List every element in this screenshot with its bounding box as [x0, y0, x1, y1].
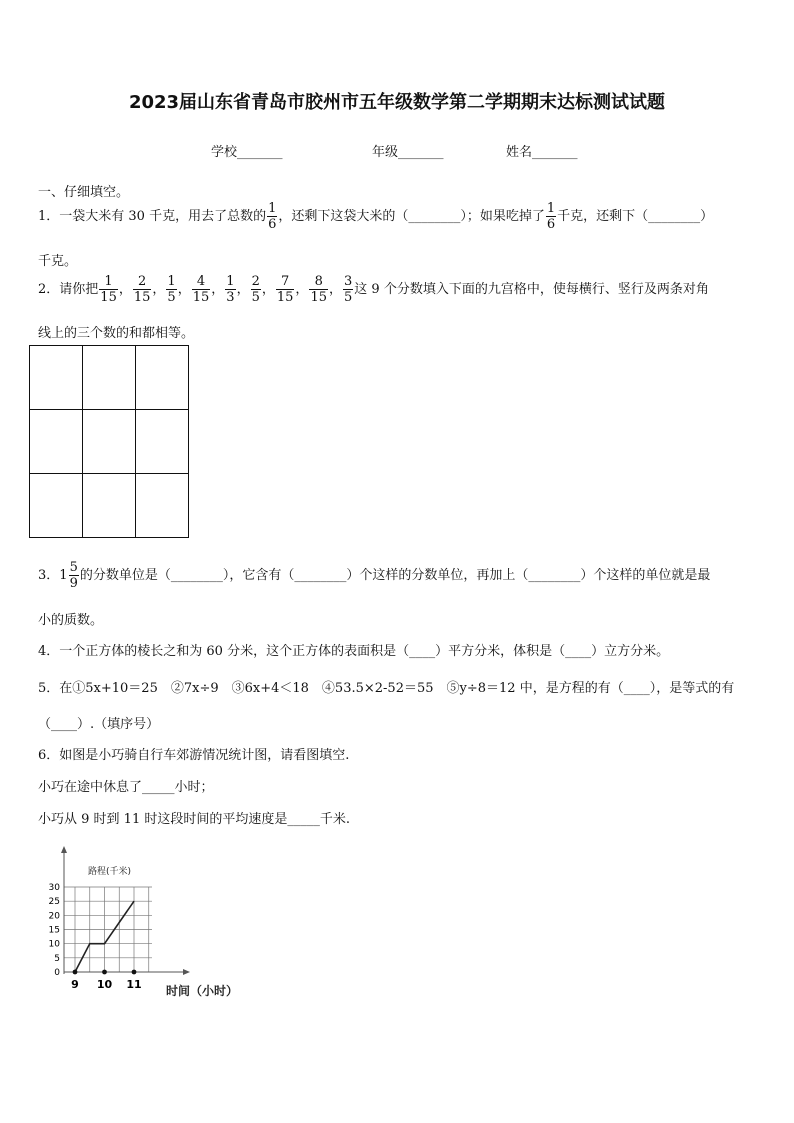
x-axis-arrow	[183, 969, 190, 975]
y-tick-label: 25	[48, 897, 60, 908]
grid-cell[interactable]	[30, 346, 83, 410]
question-5-line-2: （____）.（填序号）	[38, 717, 160, 732]
q3-fraction: $\frac{5}{9}$	[69, 560, 78, 591]
q2-separator: ，	[152, 282, 166, 297]
school-field	[211, 141, 283, 160]
distance-time-chart	[30, 842, 260, 1002]
chart-grid	[64, 887, 152, 972]
q2-line-2: 线上的三个数的和都相等。	[38, 326, 195, 341]
y-tick-label: 20	[48, 911, 60, 922]
name-blank: _______	[532, 145, 578, 160]
school-label: 学校	[211, 145, 238, 160]
q2-fraction: $\frac{1}{3}$	[226, 274, 235, 305]
q3-whole: 1	[59, 568, 68, 583]
grid-cell[interactable]	[30, 410, 83, 474]
q2-separator: ，	[211, 282, 225, 297]
y-tick-label: 0	[54, 968, 60, 978]
q2-tail: 这 9 个分数填入下面的九宫格中，使每横行、竖行及两条对角	[354, 282, 709, 297]
q1-fraction-2: $\frac{1}{6}$	[546, 201, 556, 232]
q2-separator: ，	[236, 282, 250, 297]
school-blank: _______	[237, 145, 283, 160]
q1-number: 1．	[38, 209, 60, 224]
y-axis-label: 路程(千米)	[88, 867, 132, 877]
y-tick-label: 30	[48, 883, 60, 893]
q2-fraction: $\frac{3}{5}$	[344, 274, 353, 305]
name-field	[506, 141, 578, 160]
y-tick-label: 15	[48, 925, 60, 936]
y-tick-label: 10	[48, 939, 60, 950]
grid-cell[interactable]	[83, 346, 136, 410]
q1-text-b: ，还剩下这袋大米的（________）；如果吃掉了	[278, 209, 545, 224]
question-6-line-3: 小巧从 9 时到 11 时这段时间的平均速度是_____千米.	[38, 812, 350, 827]
q1-text-a: 一袋大米有 30 千克，用去了总数的	[59, 209, 267, 224]
grid-cell[interactable]	[30, 474, 83, 538]
question-2	[38, 274, 709, 305]
grid-cell[interactable]	[83, 474, 136, 538]
grid-cell[interactable]	[136, 410, 189, 474]
q2-fraction: $\frac{2}{15}$	[133, 274, 151, 305]
grade-label: 年级	[372, 145, 399, 160]
question-6-line-1: 6．如图是小巧骑自行车郊游情况统计图，请看图填空.	[38, 748, 350, 763]
grade-blank: _______	[398, 145, 444, 160]
x-tick-labels	[71, 978, 141, 991]
q2-fraction: $\frac{4}{15}$	[192, 274, 210, 305]
q3-text-a: 的分数单位是（________），它含有（________）个这样的分数单位，再加上（________）个这样的单位就是最	[79, 568, 711, 583]
q1-fraction-1: $\frac{1}{6}$	[268, 201, 277, 232]
x-tick-dot	[102, 970, 107, 975]
grade-field	[372, 141, 444, 160]
x-axis-label: 时间（小时）	[166, 984, 239, 998]
q2-fraction-list	[98, 274, 354, 305]
q2-separator: ，	[177, 282, 191, 297]
q2-separator: ，	[118, 282, 132, 297]
q3-number: 3．	[38, 568, 60, 583]
question-6-line-2: 小巧在途中休息了_____小时；	[38, 780, 214, 795]
page-title: 2023届山东省青岛市胶州市五年级数学第二学期期末达标测试试题	[128, 92, 666, 113]
question-5-line-1: 5．在①5x+10＝25 ②7x÷9 ③6x+4＜18 ④53.5×2-52＝55 ⑤y÷8＝12 中，是方程的有（____），是等式的有	[38, 681, 735, 696]
q2-fraction: $\frac{2}{5}$	[251, 274, 260, 305]
q1-text-d: 千克。	[38, 254, 78, 269]
x-tick-dot	[132, 970, 137, 975]
q3-text-b: 小的质数。	[38, 613, 104, 628]
x-tick-dot	[73, 970, 78, 975]
q1-text-c: 千克，还剩下（________）	[557, 209, 714, 224]
q2-fraction: $\frac{7}{15}$	[276, 274, 294, 305]
question-4: 4．一个正方体的棱长之和为 60 分米，这个正方体的表面积是（____）平方分米，体积是（____）立方分米。	[38, 644, 670, 659]
q2-separator: ，	[261, 282, 275, 297]
q2-fraction: $\frac{1}{15}$	[100, 274, 117, 305]
nine-grid	[29, 345, 189, 538]
grid-cell[interactable]	[83, 410, 136, 474]
q2-fraction: $\frac{8}{15}$	[310, 274, 327, 305]
q2-separator: ，	[328, 282, 342, 297]
grid-cell[interactable]	[136, 346, 189, 410]
x-tick-label: 11	[126, 978, 142, 991]
x-tick-label: 9	[71, 978, 79, 991]
x-tick-label: 10	[96, 978, 113, 991]
question-3	[38, 560, 710, 591]
q2-fraction: $\frac{1}{5}$	[167, 274, 176, 305]
q2-number: 2．	[38, 282, 60, 297]
q2-separator: ，	[295, 282, 309, 297]
y-axis-arrow	[61, 846, 67, 853]
y-tick-labels	[49, 883, 61, 978]
name-label: 姓名	[506, 145, 533, 160]
question-1	[38, 201, 713, 232]
section-heading: 一、仔细填空。	[38, 185, 130, 200]
q2-lead: 请你把	[59, 282, 99, 297]
grid-cell[interactable]	[136, 474, 189, 538]
y-tick-label: 5	[54, 953, 60, 964]
